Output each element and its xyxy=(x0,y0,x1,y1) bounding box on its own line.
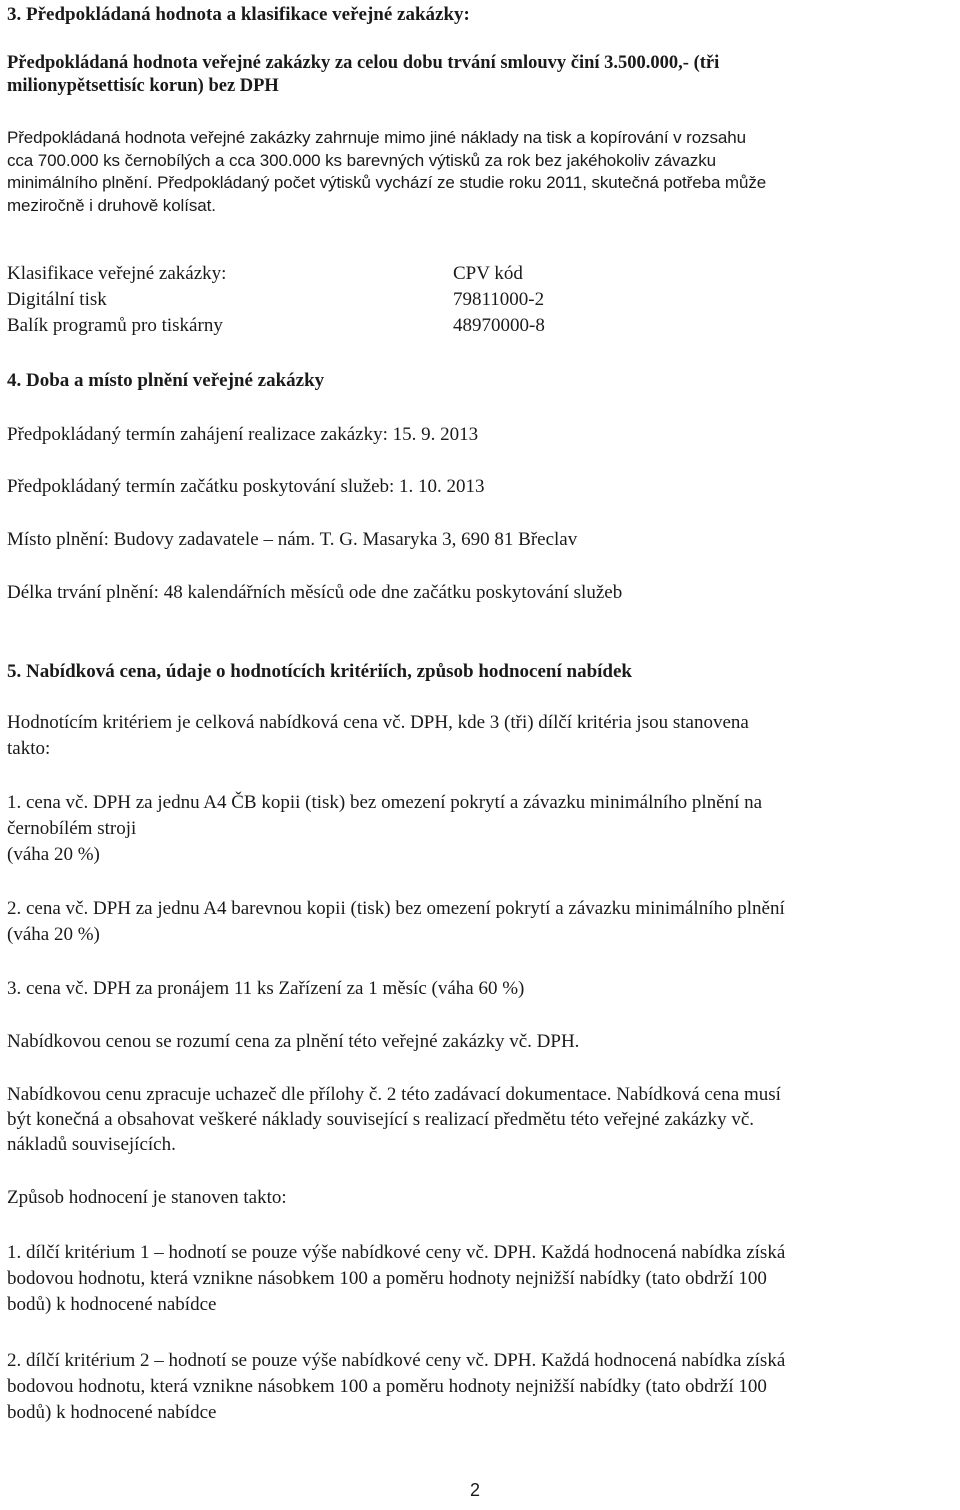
criteria-intro-paragraph xyxy=(7,710,952,762)
text-line: 1. cena vč. DPH za jednu A4 ČB kopii (tisk) bez omezení pokrytí a závazku minimálního plnění na xyxy=(7,792,763,813)
section-3-value-paragraph xyxy=(7,52,952,98)
price-definition-text: Nabídkovou cenou se rozumí cena za plnění této veřejné zakázky vč. DPH. xyxy=(7,1031,580,1052)
cpv-header: CPV kód xyxy=(453,263,523,284)
place-text: Místo plnění: Budovy zadavatele – nám. T. G. Masaryka 3, 690 81 Břeclav xyxy=(7,529,578,550)
classification-row xyxy=(7,287,607,313)
text-line: takto: xyxy=(7,738,51,759)
text-line: nákladů souvisejících. xyxy=(7,1134,176,1155)
text-line: cca 700.000 ks černobílých a cca 300.000 ks barevných výtisků za rok bez jakéhokoliv závazku xyxy=(7,150,716,170)
classification-name: Digitální tisk xyxy=(7,289,107,310)
section-4-heading: 4. Doba a místo plnění veřejné zakázky xyxy=(7,370,325,391)
text-line: Předpokládaná hodnota veřejné zakázky zahrnuje mimo jiné náklady na tisk a kopírování v rozsahu xyxy=(7,128,746,147)
duration-text: Délka trvání plnění: 48 kalendářních měsíců ode dne začátku poskytování služeb xyxy=(7,582,623,603)
classification-row xyxy=(7,313,607,339)
text-line: bodovou hodnotu, která vznikne násobkem 100 a poměru hodnoty nejnižší nabídky (tato obdrží 100 xyxy=(7,1268,767,1289)
text-line: 2. cena vč. DPH za jednu A4 barevnou kopii (tisk) bez omezení pokrytí a závazku minimálního plnění xyxy=(7,898,785,919)
price-paragraph xyxy=(7,1082,952,1157)
text-line: minimálního plnění. Předpokládaný počet výtisků vychází ze studie roku 2011, skutečná potřeba může xyxy=(7,173,767,192)
text-line: milionypětsettisíc korun) bez DPH xyxy=(7,76,279,96)
section-3-heading: 3. Předpokládaná hodnota a klasifikace veřejné zakázky: xyxy=(7,4,470,25)
text-line: (váha 20 %) xyxy=(7,924,100,945)
criterion-item-1 xyxy=(7,790,952,868)
sub-criterion-2 xyxy=(7,1348,952,1426)
page-number: 2 xyxy=(470,1480,481,1500)
classification-name: Balík programů pro tiskárny xyxy=(7,315,223,336)
text-line: meziročně i druhově kolísat. xyxy=(7,195,216,215)
text-line: černobílém stroji xyxy=(7,818,137,839)
classification-code: 48970000-8 xyxy=(453,315,545,336)
text-line: (váha 20 %) xyxy=(7,844,100,865)
text-line: Nabídkovou cenu zpracuje uchazeč dle přílohy č. 2 této zadávací dokumentace. Nabídková cena musí xyxy=(7,1084,781,1105)
section-3-includes-paragraph xyxy=(7,127,952,217)
classification-label: Klasifikace veřejné zakázky: xyxy=(7,263,227,284)
classification-header-row xyxy=(7,261,607,287)
text-line: Hodnotícím kritériem je celková nabídková cena vč. DPH, kde 3 (tři) dílčí kritéria jsou stanovena xyxy=(7,712,749,733)
evaluation-method-text: Způsob hodnocení je stanoven takto: xyxy=(7,1187,287,1208)
services-start-text: Předpokládaný termín začátku poskytování služeb: 1. 10. 2013 xyxy=(7,476,485,497)
text-line: být konečná a obsahovat veškeré náklady související s realizací předmětu této veřejné zakázky vč. xyxy=(7,1109,755,1130)
sub-criterion-1 xyxy=(7,1240,952,1318)
start-date-text: Předpokládaný termín zahájení realizace zakázky: 15. 9. 2013 xyxy=(7,424,479,445)
criterion-item-3: 3. cena vč. DPH za pronájem 11 ks Zařízení za 1 měsíc (váha 60 %) xyxy=(7,978,525,999)
text-line: 2. dílčí kritérium 2 – hodnotí se pouze výše nabídkové ceny vč. DPH. Každá hodnocená nabídka získá xyxy=(7,1350,786,1371)
section-5-heading: 5. Nabídková cena, údaje o hodnotících kritériích, způsob hodnocení nabídek xyxy=(7,661,632,682)
criterion-item-2 xyxy=(7,896,952,948)
text-line: 1. dílčí kritérium 1 – hodnotí se pouze výše nabídkové ceny vč. DPH. Každá hodnocená nabídka získá xyxy=(7,1242,786,1263)
text-line: bodů) k hodnocené nabídce xyxy=(7,1402,217,1423)
text-line: Předpokládaná hodnota veřejné zakázky za celou dobu trvání smlouvy činí 3.500.000,- (tři xyxy=(7,53,720,73)
text-line: bodů) k hodnocené nabídce xyxy=(7,1294,217,1315)
text-line: bodovou hodnotu, která vznikne násobkem 100 a poměru hodnoty nejnižší nabídky (tato obdrží 100 xyxy=(7,1376,767,1397)
classification-code: 79811000-2 xyxy=(453,289,545,310)
